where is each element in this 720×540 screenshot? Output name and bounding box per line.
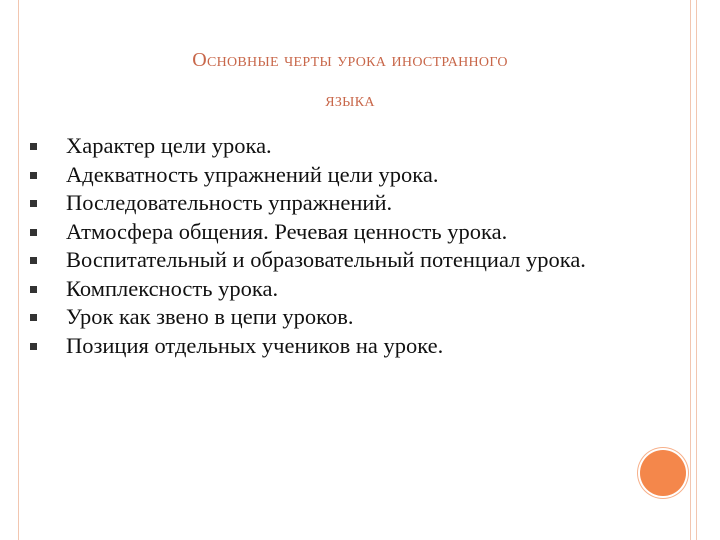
square-bullet-icon [30,314,37,321]
list-item [66,246,608,275]
frame-line-right-outer [690,0,691,540]
frame-line-right-inner [696,0,697,540]
list-item [66,332,608,361]
list-item-text: Последовательность упражнений. [66,190,393,215]
list-item-text: Атмосфера общения. Речевая ценность урока. [66,218,508,244]
list-item [66,161,608,190]
frame-line-left [18,0,19,540]
list-item-text: Воспитательный и образовательный потенциал урока. [66,247,586,272]
square-bullet-icon [30,172,37,179]
list-item-text: Характер цели урока. [66,133,272,158]
square-bullet-icon [30,286,37,293]
list-item [66,275,608,304]
list-item-text: Урок как звено в цепи уроков. [66,304,354,329]
square-bullet-icon [30,343,37,350]
square-bullet-icon [30,200,37,207]
square-bullet-icon [30,143,37,150]
list-item [66,132,608,161]
list-item [66,218,608,247]
list-item [66,189,608,218]
slide-title-line-2: языка [325,89,375,111]
slide-title [60,40,640,120]
bullet-list [66,132,608,360]
square-bullet-icon [30,229,37,236]
list-item [66,303,608,332]
slide-title-line-1: Основные черты урока иностранного [192,49,508,71]
list-item-text: Позиция отдельных учеников на уроке. [66,332,444,358]
square-bullet-icon [30,257,37,264]
list-item-text: Адекватность упражнений цели урока. [66,161,439,187]
list-item-text: Комплексность урока. [66,275,279,301]
decorative-circle-icon [640,450,686,496]
